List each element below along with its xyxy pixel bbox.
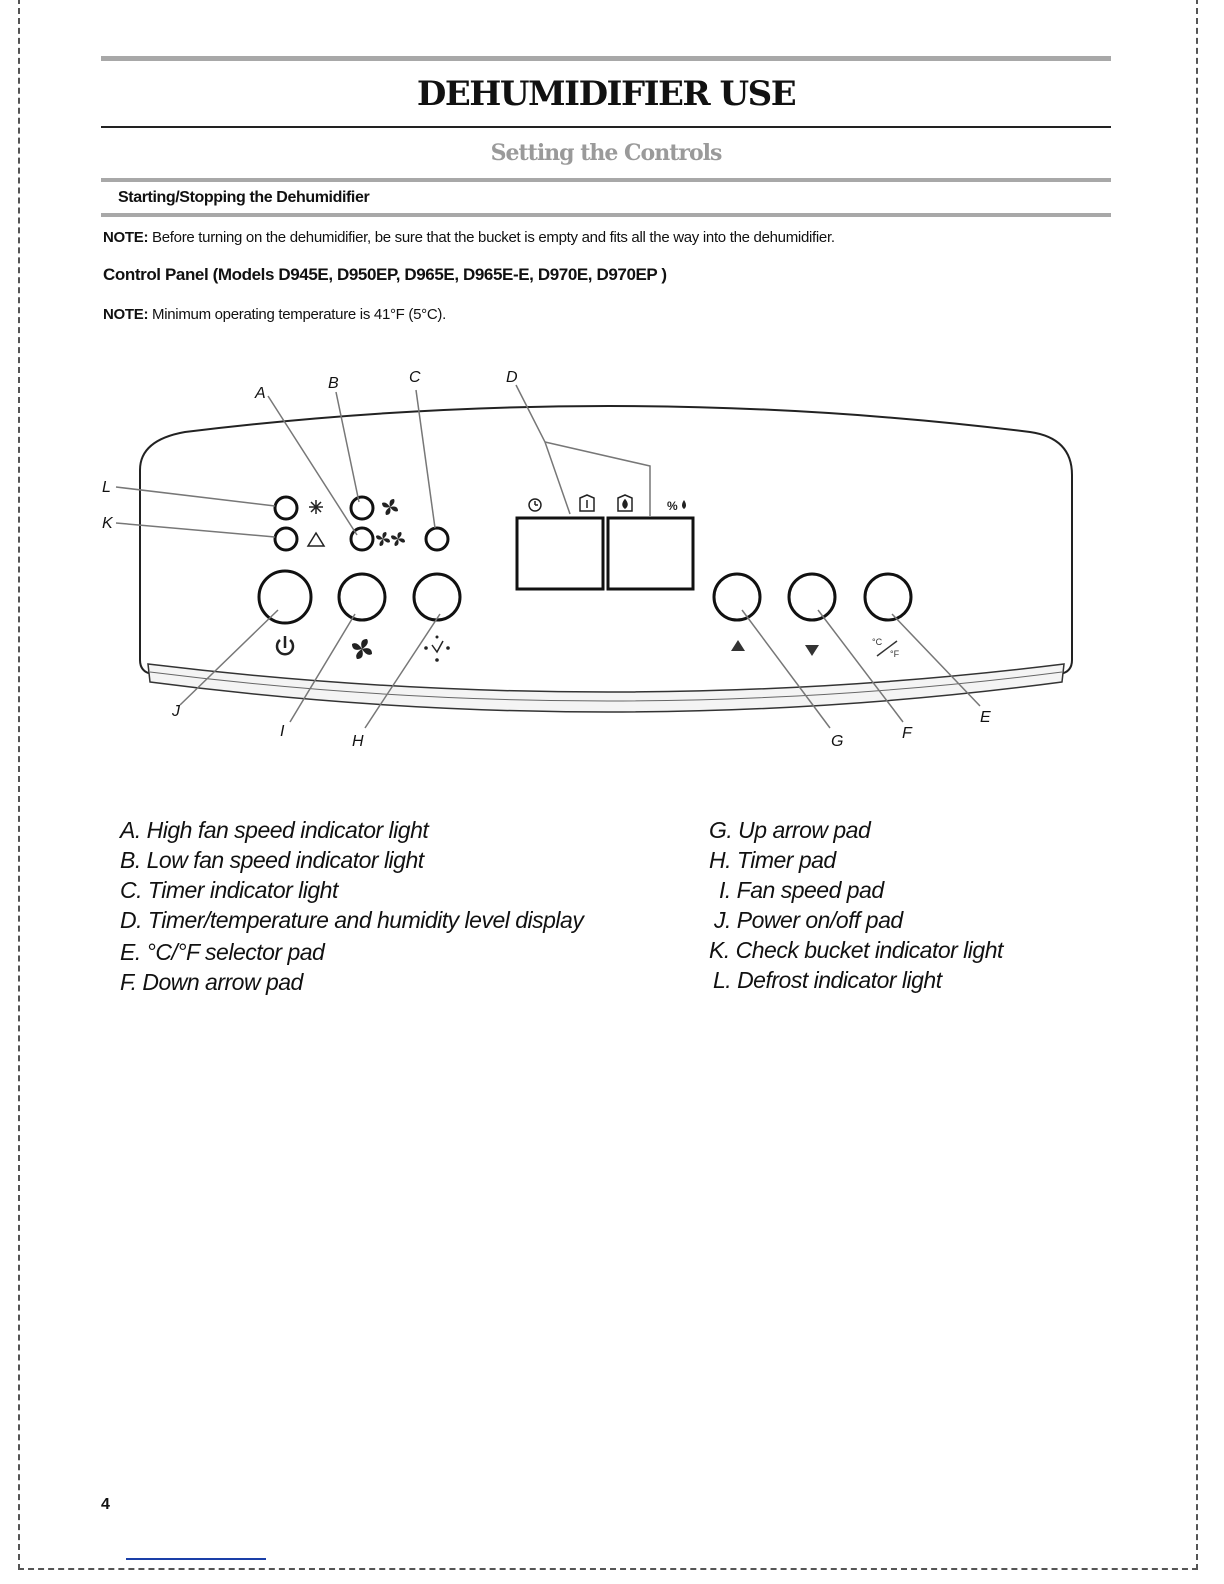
- up-arrow-icon: [731, 640, 745, 651]
- down-arrow-pad: [789, 574, 835, 620]
- humidity-icon: [618, 495, 632, 511]
- page-title: DEHUMIDIFIER USE: [416, 74, 796, 114]
- clock-icon: [529, 499, 541, 511]
- celsius-fahrenheit-icon: [872, 637, 900, 659]
- legend-item: K. Check bucket indicator light: [709, 937, 1003, 963]
- callout-b: B: [328, 375, 339, 392]
- power-icon: [277, 636, 293, 654]
- svg-text:°F: °F: [890, 649, 900, 659]
- callout-k: K: [102, 515, 113, 532]
- snowflake-icon: [309, 500, 323, 514]
- section-heading: Starting/Stopping the Dehumidifier: [118, 189, 370, 206]
- timer-pad: [414, 574, 460, 620]
- fan-icon: [382, 499, 398, 515]
- callout-j: J: [172, 703, 180, 720]
- humidity-level-display: [608, 518, 693, 589]
- note-text: Minimum operating temperature is 41°F (5°C).: [148, 306, 446, 323]
- page-number: 4: [101, 1496, 110, 1513]
- unit-selector-pad: [865, 574, 911, 620]
- note-label: NOTE:: [103, 306, 149, 323]
- fan-speed-icon: [352, 639, 372, 659]
- legend-item: I. Fan speed pad: [719, 877, 884, 903]
- control-panel-title: Control Panel (Models D945E, D950EP, D965E, D965E-E, D970E, D970EP ): [103, 265, 667, 284]
- timer-pad-icon: [424, 636, 450, 662]
- callout-h: H: [352, 733, 364, 750]
- panel-bezel: [148, 664, 1064, 712]
- legend-item: H. Timer pad: [709, 847, 836, 873]
- legend-item: E. °C/°F selector pad: [120, 939, 325, 965]
- low-fan-indicator-light: [351, 497, 373, 519]
- legend-item: G. Up arrow pad: [709, 817, 871, 843]
- timer-indicator-light: [426, 528, 448, 550]
- percent-label: %: [667, 499, 678, 513]
- callout-c: C: [409, 369, 421, 386]
- fan-double-icon: [376, 532, 405, 546]
- callout-l: L: [102, 479, 111, 496]
- legend-right: [709, 815, 1003, 995]
- temperature-icon: [580, 495, 594, 511]
- power-pad: [259, 571, 311, 623]
- legend-item: L. Defrost indicator light: [713, 967, 942, 993]
- legend-left: [120, 815, 583, 997]
- svg-text:°C: °C: [872, 637, 883, 647]
- callout-g: G: [831, 733, 844, 750]
- callout-d: D: [506, 369, 518, 386]
- check-bucket-indicator-light: [275, 528, 297, 550]
- up-arrow-pad: [714, 574, 760, 620]
- defrost-indicator-light: [275, 497, 297, 519]
- callout-f: F: [902, 725, 912, 742]
- footer-link-underline[interactable]: [126, 1558, 266, 1560]
- page-subtitle: Setting the Controls: [490, 140, 722, 166]
- warning-triangle-icon: [308, 533, 324, 546]
- legend-item: J. Power on/off pad: [714, 907, 903, 933]
- down-arrow-icon: [805, 645, 819, 656]
- fan-speed-pad: [339, 574, 385, 620]
- legend-item: F. Down arrow pad: [120, 969, 303, 995]
- legend-item: D. Timer/temperature and humidity level display: [120, 907, 584, 933]
- timer-temperature-display: [517, 518, 603, 589]
- legend-item: B. Low fan speed indicator light: [120, 847, 424, 873]
- callout-i: I: [280, 723, 285, 740]
- legend-item: A. High fan speed indicator light: [120, 817, 429, 843]
- callout-a: A: [255, 385, 266, 402]
- note-label: NOTE:: [103, 229, 149, 246]
- legend-item: C. Timer indicator light: [120, 877, 338, 903]
- note-text: Before turning on the dehumidifier, be sure that the bucket is empty and fits all the way into the dehumidifier.: [148, 229, 835, 246]
- water-drop-icon: [682, 500, 686, 509]
- callout-e: E: [980, 709, 991, 726]
